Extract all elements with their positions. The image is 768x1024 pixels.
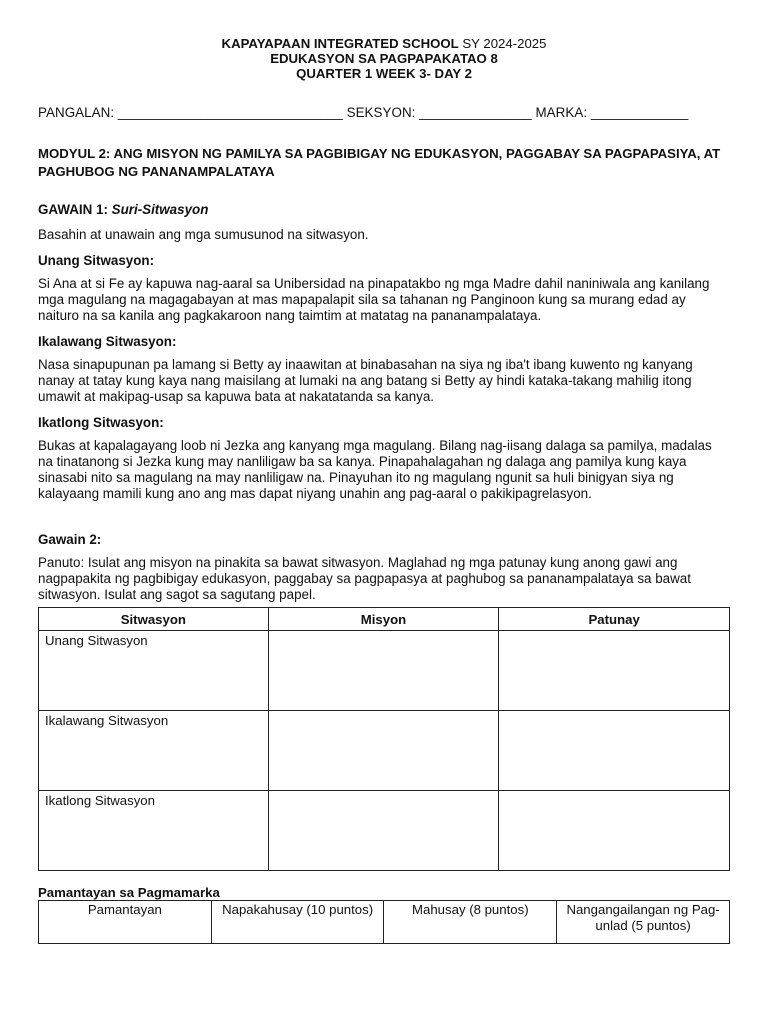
- school-year: SY 2024-2025: [458, 36, 547, 51]
- situation-3-text: Bukas at kapalagayang loob ni Jezka ang kanyang mga magulang. Bilang nag-iisang dalaga sa pamilya, madalas na tinatanong si Jezka kung may nanliligaw ba sa kanya. Pinapahalagahan ng dalaga ang pamilya kung kaya sinasabi nito sa magulang na may nanliligaw na. Pinayuhan ito ng magulang ngunit sa huli binigyan siya ng kalayaang mamili kung ano ang mas dapat niyang unahin ang pag-aaral o pakikipagrelasyon.: [38, 438, 712, 501]
- table-row: [39, 631, 730, 711]
- row-label-situation-1: Unang Sitwasyon: [39, 631, 269, 711]
- situation-1-text: Si Ana at si Fe ay kapuwa nag-aaral sa Unibersidad na pinapatakbo ng mga Madre dahil naniniwala ang kanilang mga magulang na magagabayan at mas mapapalapit sila sa tahanan ng Panginoon kung sa murang edad ay naituro na sa kanila ang pagkakaroon nang taimtim at matatag na pananampalataya.: [38, 276, 710, 323]
- activity2-heading: Gawain 2:: [38, 532, 102, 547]
- rubric-heading: Pamantayan sa Pagmamarka: [38, 885, 220, 900]
- activity1-instruction: Basahin at unawain ang mga sumusunod na sitwasyon.: [38, 227, 369, 242]
- section-field[interactable]: _______________: [419, 105, 532, 120]
- student-info-line: [38, 105, 730, 120]
- situation-2-text: Nasa sinapupunan pa lamang si Betty ay inaawitan at binabasahan na siya ng iba't ibang kuwento ng kanyang nanay at tatay kung kaya nang maisilang at lumaki na ang batang si Betty ay hindi kataka-takang mahilig itong umawit at makipag-usap sa kapuwa bata at nakatatanda sa kanya.: [38, 357, 693, 404]
- misyon-answer-cell[interactable]: [268, 631, 499, 711]
- rubric-column-nangangailangan: Nangangailangan ng Pag-unlad (5 puntos): [557, 901, 730, 944]
- misyon-answer-cell[interactable]: [268, 711, 499, 791]
- activity1-title: Suri-Sitwasyon: [111, 202, 209, 217]
- column-header-patunay: Patunay: [499, 608, 730, 631]
- row-label-situation-3: Ikatlong Sitwasyon: [39, 791, 269, 871]
- worksheet-header: [38, 36, 730, 81]
- column-header-sitwasyon: Sitwasyon: [39, 608, 269, 631]
- table-row: [39, 711, 730, 791]
- patunay-answer-cell[interactable]: [499, 791, 730, 871]
- school-name: KAPAYAPAAN INTEGRATED SCHOOL: [221, 36, 459, 51]
- situation-1-heading: Unang Sitwasyon:: [38, 253, 155, 268]
- section-label: SEKSYON:: [342, 105, 420, 120]
- score-label: MARKA:: [531, 105, 591, 120]
- patunay-answer-cell[interactable]: [499, 711, 730, 791]
- answer-table: [38, 607, 730, 871]
- activity1-label: GAWAIN 1:: [38, 202, 112, 217]
- worksheet-page: [38, 36, 730, 944]
- module-title: MODYUL 2: ANG MISYON NG PAMILYA SA PAGBIBIGAY NG EDUKASYON, PAGGABAY SA PAGPAPASIYA, AT PAGHUBOG NG PANANAMPALATAYA: [38, 146, 721, 179]
- row-label-situation-2: Ikalawang Sitwasyon: [39, 711, 269, 791]
- activity1-heading: [38, 202, 730, 217]
- situation-3-heading: Ikatlong Sitwasyon:: [38, 415, 164, 430]
- situation-2-heading: Ikalawang Sitwasyon:: [38, 334, 177, 349]
- misyon-answer-cell[interactable]: [268, 791, 499, 871]
- column-header-misyon: Misyon: [268, 608, 499, 631]
- school-line: [38, 36, 730, 51]
- answer-table-header-row: [39, 608, 730, 631]
- rubric-column-pamantayan: Pamantayan: [39, 901, 212, 944]
- rubric-column-napakahusay: Napakahusay (10 puntos): [211, 901, 384, 944]
- activity2-instruction: Panuto: Isulat ang misyon na pinakita sa bawat sitwasyon. Maglahad ng mga patunay kung anong gawi ang nagpapakita ng pagbibigay edukasyon, paggabay sa pagpapasya at paghubog sa pananampalataya sa bawat sitwasyon. Isulat ang sagot sa sagutang papel.: [38, 555, 691, 602]
- patunay-answer-cell[interactable]: [499, 631, 730, 711]
- name-label: PANGALAN:: [38, 105, 118, 120]
- subject-title: EDUKASYON SA PAGPAPAKATAO 8: [270, 51, 498, 66]
- name-field[interactable]: ______________________________: [117, 105, 343, 120]
- rubric-header-row: [39, 901, 730, 944]
- period-title: QUARTER 1 WEEK 3- DAY 2: [296, 66, 472, 81]
- table-row: [39, 791, 730, 871]
- score-field[interactable]: _____________: [590, 105, 689, 120]
- rubric-column-mahusay: Mahusay (8 puntos): [384, 901, 557, 944]
- rubric-table: [38, 900, 730, 944]
